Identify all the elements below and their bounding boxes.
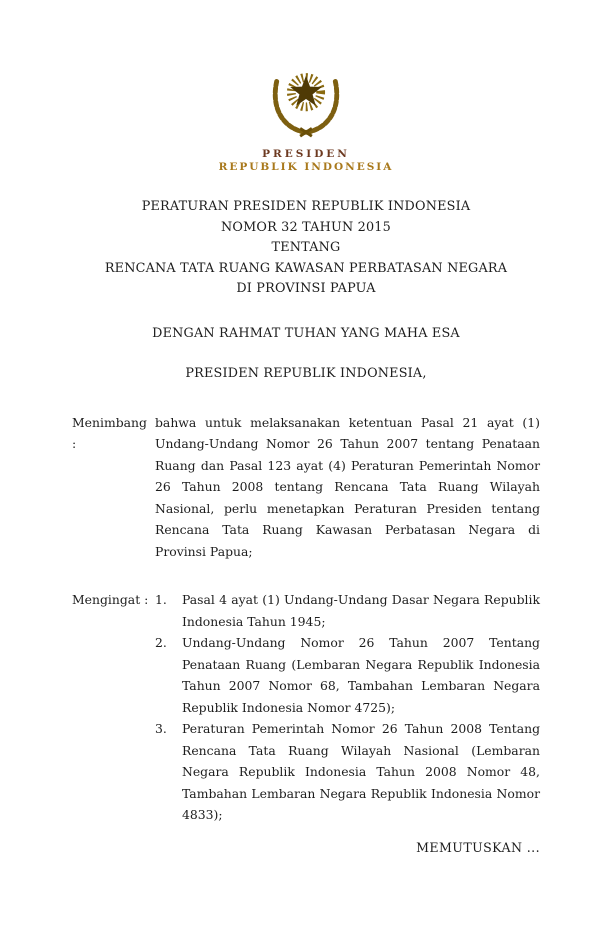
invocation-line: DENGAN RAHMAT TUHAN YANG MAHA ESA (152, 325, 460, 341)
item-text: Peraturan Pemerintah Nomor 26 Tahun 2008 Tentang Rencana Tata Ruang Wilayah Nasional (Lembaran Negara Republik Indonesia Tahun 2008 Nomor 48, Tambahan Lembaran Negara Republik Indonesia Nomor 4833); (182, 721, 540, 823)
title-line-peraturan: PERATURAN PRESIDEN REPUBLIK INDONESIA (141, 199, 471, 215)
letterhead (0, 148, 612, 174)
mengingat-body (155, 589, 540, 826)
mengingat-label: Mengingat : (72, 592, 149, 608)
memutuskan-catchword: MEMUTUSKAN ... (416, 840, 540, 855)
title-line-provinsi: DI PROVINSI PAPUA (236, 281, 376, 297)
clauses-section (72, 412, 540, 826)
menimbang-body (155, 412, 540, 563)
authority-line: PRESIDEN REPUBLIK INDONESIA, (185, 365, 427, 381)
item-number: 2. (155, 635, 167, 651)
mengingat-clause (72, 589, 540, 826)
mengingat-item (155, 718, 540, 826)
letterhead-republik-indonesia: REPUBLIK INDONESIA (218, 161, 394, 174)
menimbang-text: bahwa untuk melaksanakan ketentuan Pasal 21 ayat (1) Undang-Undang Nomor 26 Tahun 2007 tentang Penataan Ruang dan Pasal 123 ayat (4) Peraturan Pemerintah Nomor 26 Tahun 2008 tentang Rencana Tata Ruang Wilayah Nasional, perlu menetapkan Peraturan Presiden tentang Rencana Tata Ruang Kawasan Perbatasan Negara di Provinsi Papua; (155, 414, 540, 559)
menimbang-label: Menimbang : (72, 414, 147, 452)
mengingat-item (155, 589, 540, 632)
item-text: Pasal 4 ayat (1) Undang-Undang Dasar Negara Republik Indonesia Tahun 1945; (182, 592, 540, 629)
letterhead-presiden: PRESIDEN (262, 148, 350, 161)
menimbang-clause (72, 412, 540, 563)
presidential-emblem-icon (262, 58, 350, 144)
document-title (0, 197, 612, 300)
title-line-rencana: RENCANA TATA RUANG KAWASAN PERBATASAN NEGARA (104, 260, 508, 276)
title-line-tentang: TENTANG (271, 240, 341, 256)
item-number: 1. (155, 592, 167, 608)
mengingat-item (155, 632, 540, 718)
item-number: 3. (155, 721, 167, 737)
item-text: Undang-Undang Nomor 26 Tahun 2007 Tentang Penataan Ruang (Lembaran Negara Republik Indonesia Tahun 2007 Nomor 68, Tambahan Lembaran Negara Republik Indonesia Nomor 4725); (182, 635, 540, 715)
title-line-nomor: NOMOR 32 TAHUN 2015 (221, 219, 391, 235)
